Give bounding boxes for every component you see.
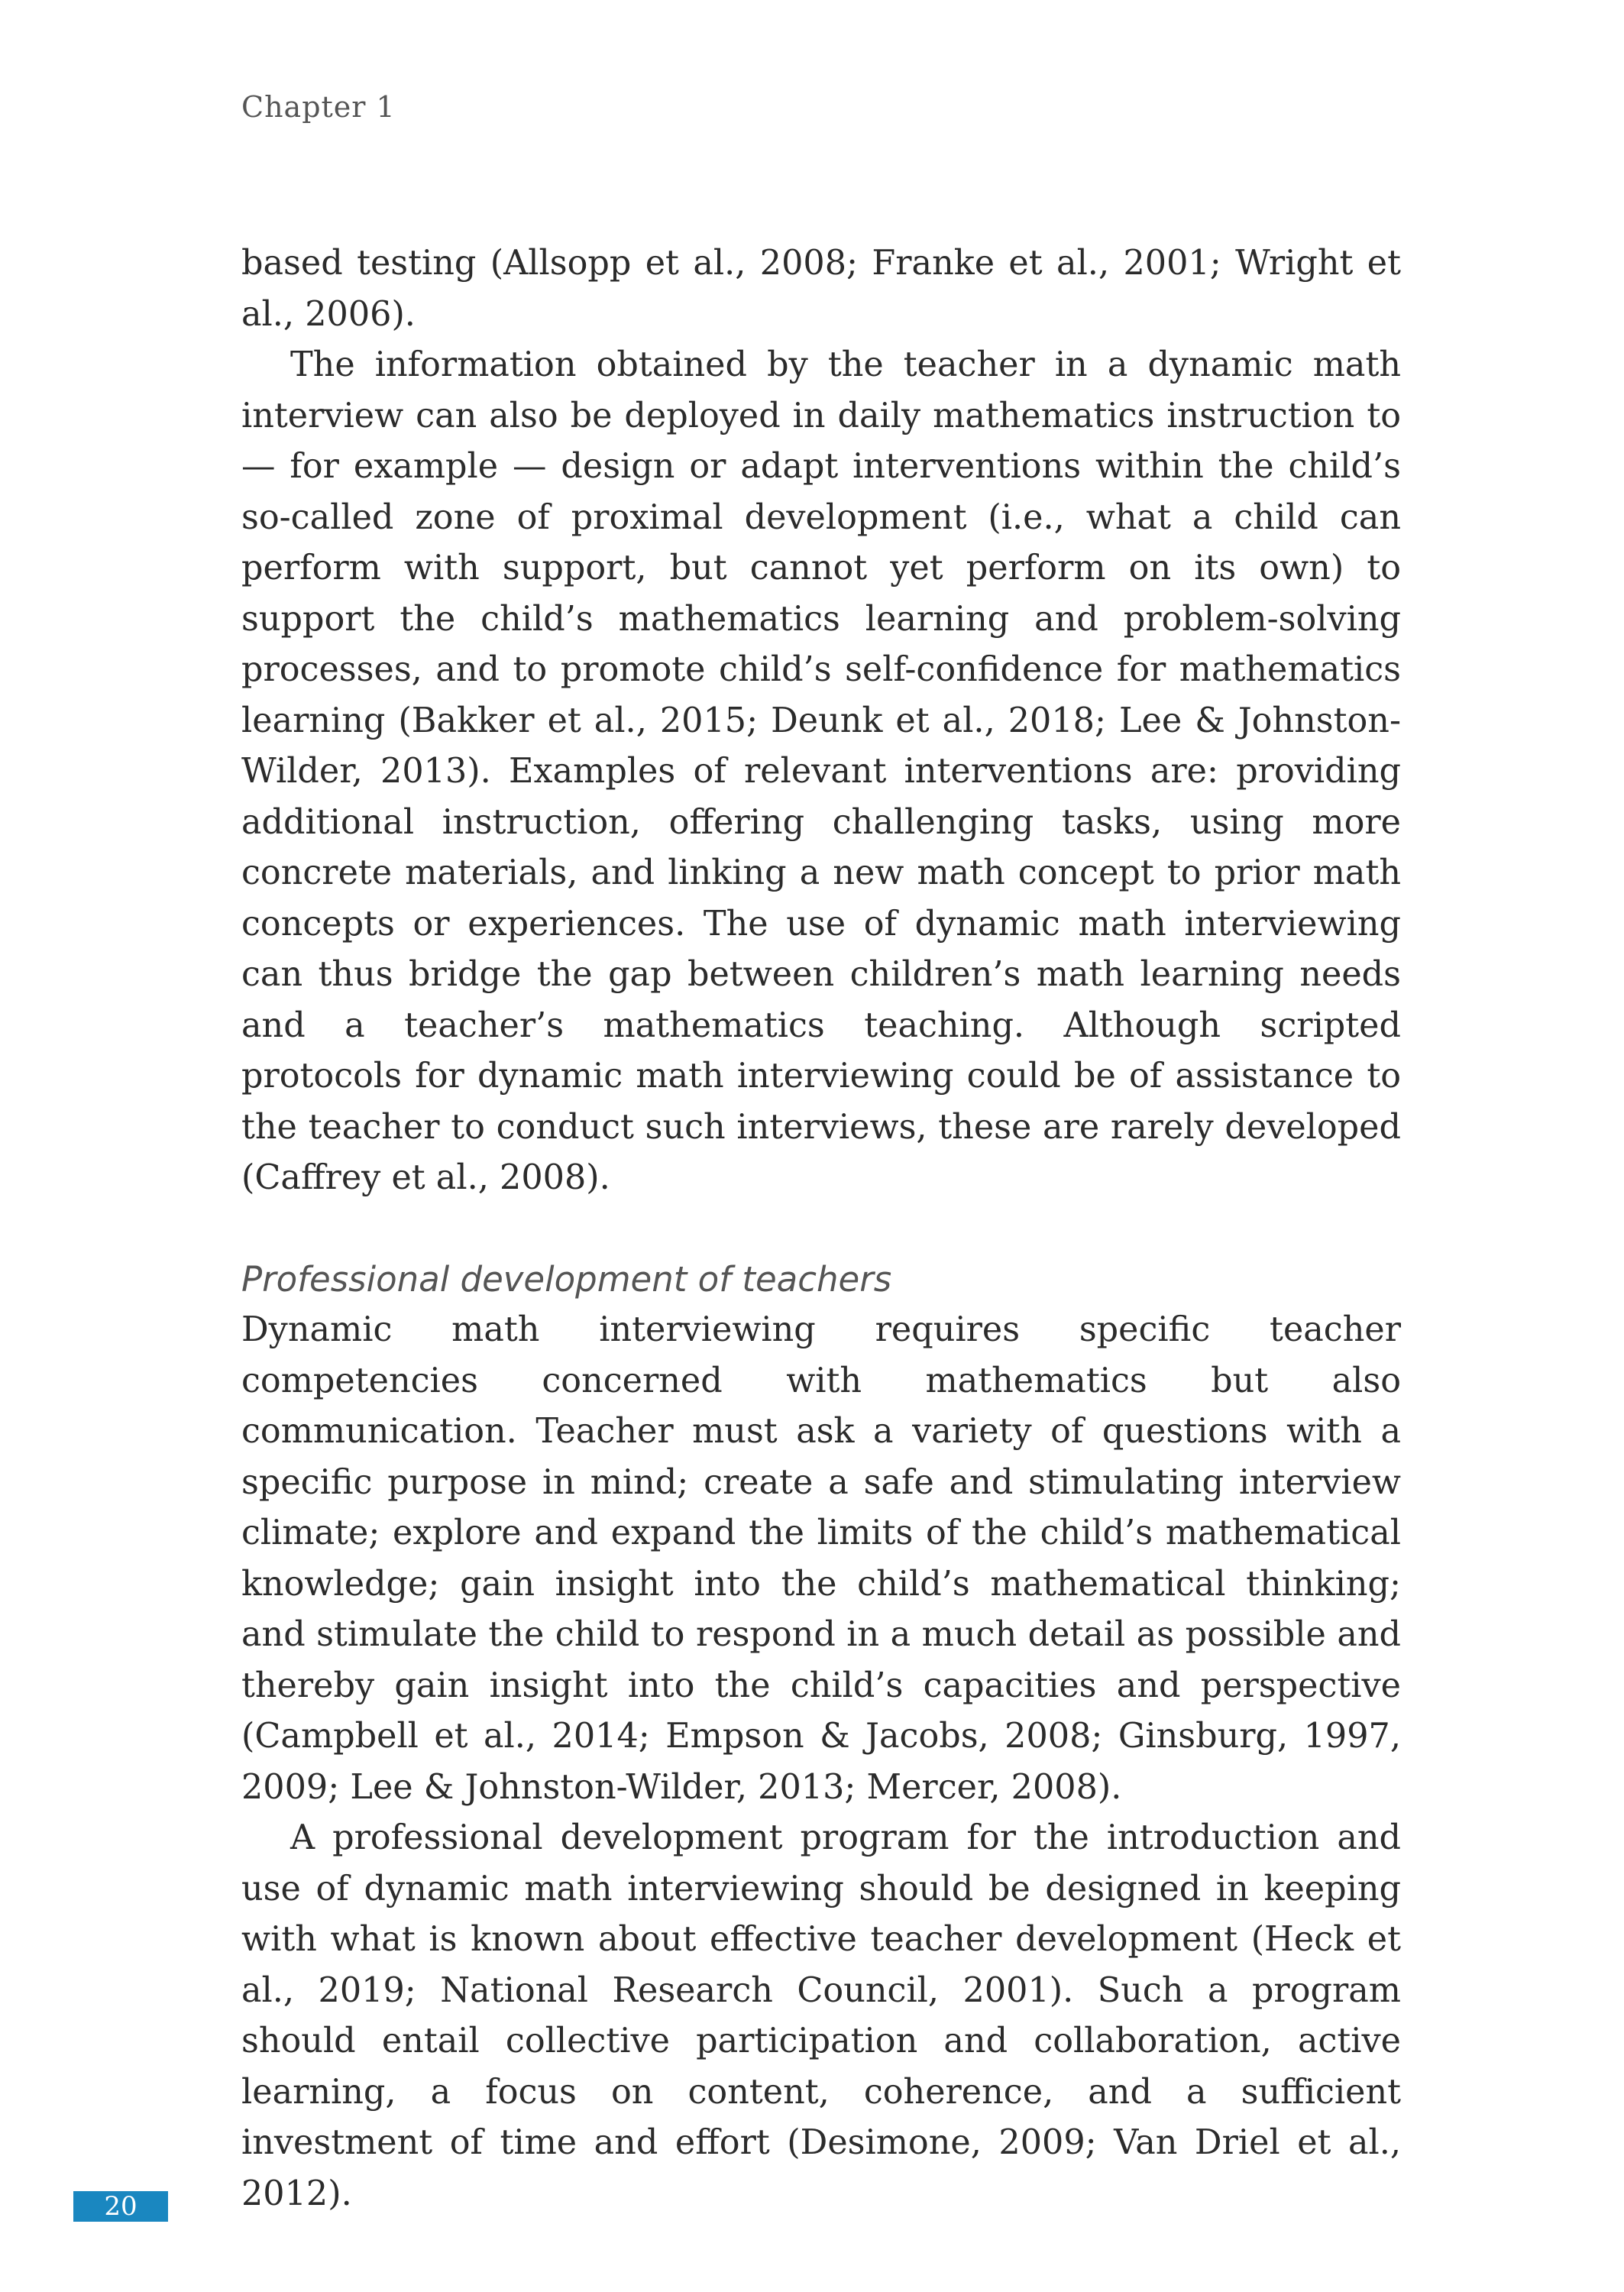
paragraph-dynamic-interview-instruction: The information obtained by the teacher in a dynamic math interview can also be deployed in daily mathematics instruction to — for example — design or adapt interventions within the child’s so-called zone of proximal development (i.e., what a child can perform with support, but cannot yet perform on its own) to support the child’s mathematics learning and problem-solving processes, and to promote child’s self-confidence for mathematics learning (Bakker et al., 2015; Deunk et al., 2018; Lee & Johnston-Wilder, 2013). Examples of relevant interventions are: providing additional instruction, offering challenging tasks, using more concrete materials, and linking a new math concept to prior math concepts or experiences. The use of dynamic math interviewing can thus bridge the gap between children’s math learning needs and a teacher’s mathematics teaching. Although scripted protocols for dynamic math interviewing could be of assistance to the teacher to conduct such interviews, these are rarely developed (Caffrey et al., 2008).: [241, 345, 1401, 1197]
section-heading: Professional development of teachers: [241, 1258, 892, 1300]
paragraph-continuation: based testing (Allsopp et al., 2008; Franke et al., 2001; Wright et al., 2006).: [241, 244, 1401, 334]
running-head: Chapter 1: [241, 90, 396, 124]
paragraph-professional-development-program: A professional development program for the introduction and use of dynamic math interviewing should be designed in keeping with what is known about effective teacher development (Heck et al., 2019; National Research Council, 2001). Such a program should entail collective participation and collaboration, active learning, a focus on content, coherence, and a sufficient investment of time and effort (Desimone, 2009; Van Driel et al., 2012).: [241, 1818, 1401, 2213]
paragraph-teacher-competencies: Dynamic math interviewing requires specific teacher competencies concerned with mathematics but also communication. Teacher must ask a variety of questions with a specific purpose in mind; create a safe and stimulating interview climate; explore and expand the limits of the child’s mathematical knowledge; gain insight into the child’s mathematical thinking; and stimulate the child to respond in a much detail as possible and thereby gain insight into the child’s capacities and perspective (Campbell et al., 2014; Empson & Jacobs, 2008; Ginsburg, 1997, 2009; Lee & Johnston-Wilder, 2013; Mercer, 2008).: [241, 1310, 1401, 1807]
page-number-badge: 20: [73, 2191, 168, 2222]
body-text: [241, 238, 1401, 2219]
